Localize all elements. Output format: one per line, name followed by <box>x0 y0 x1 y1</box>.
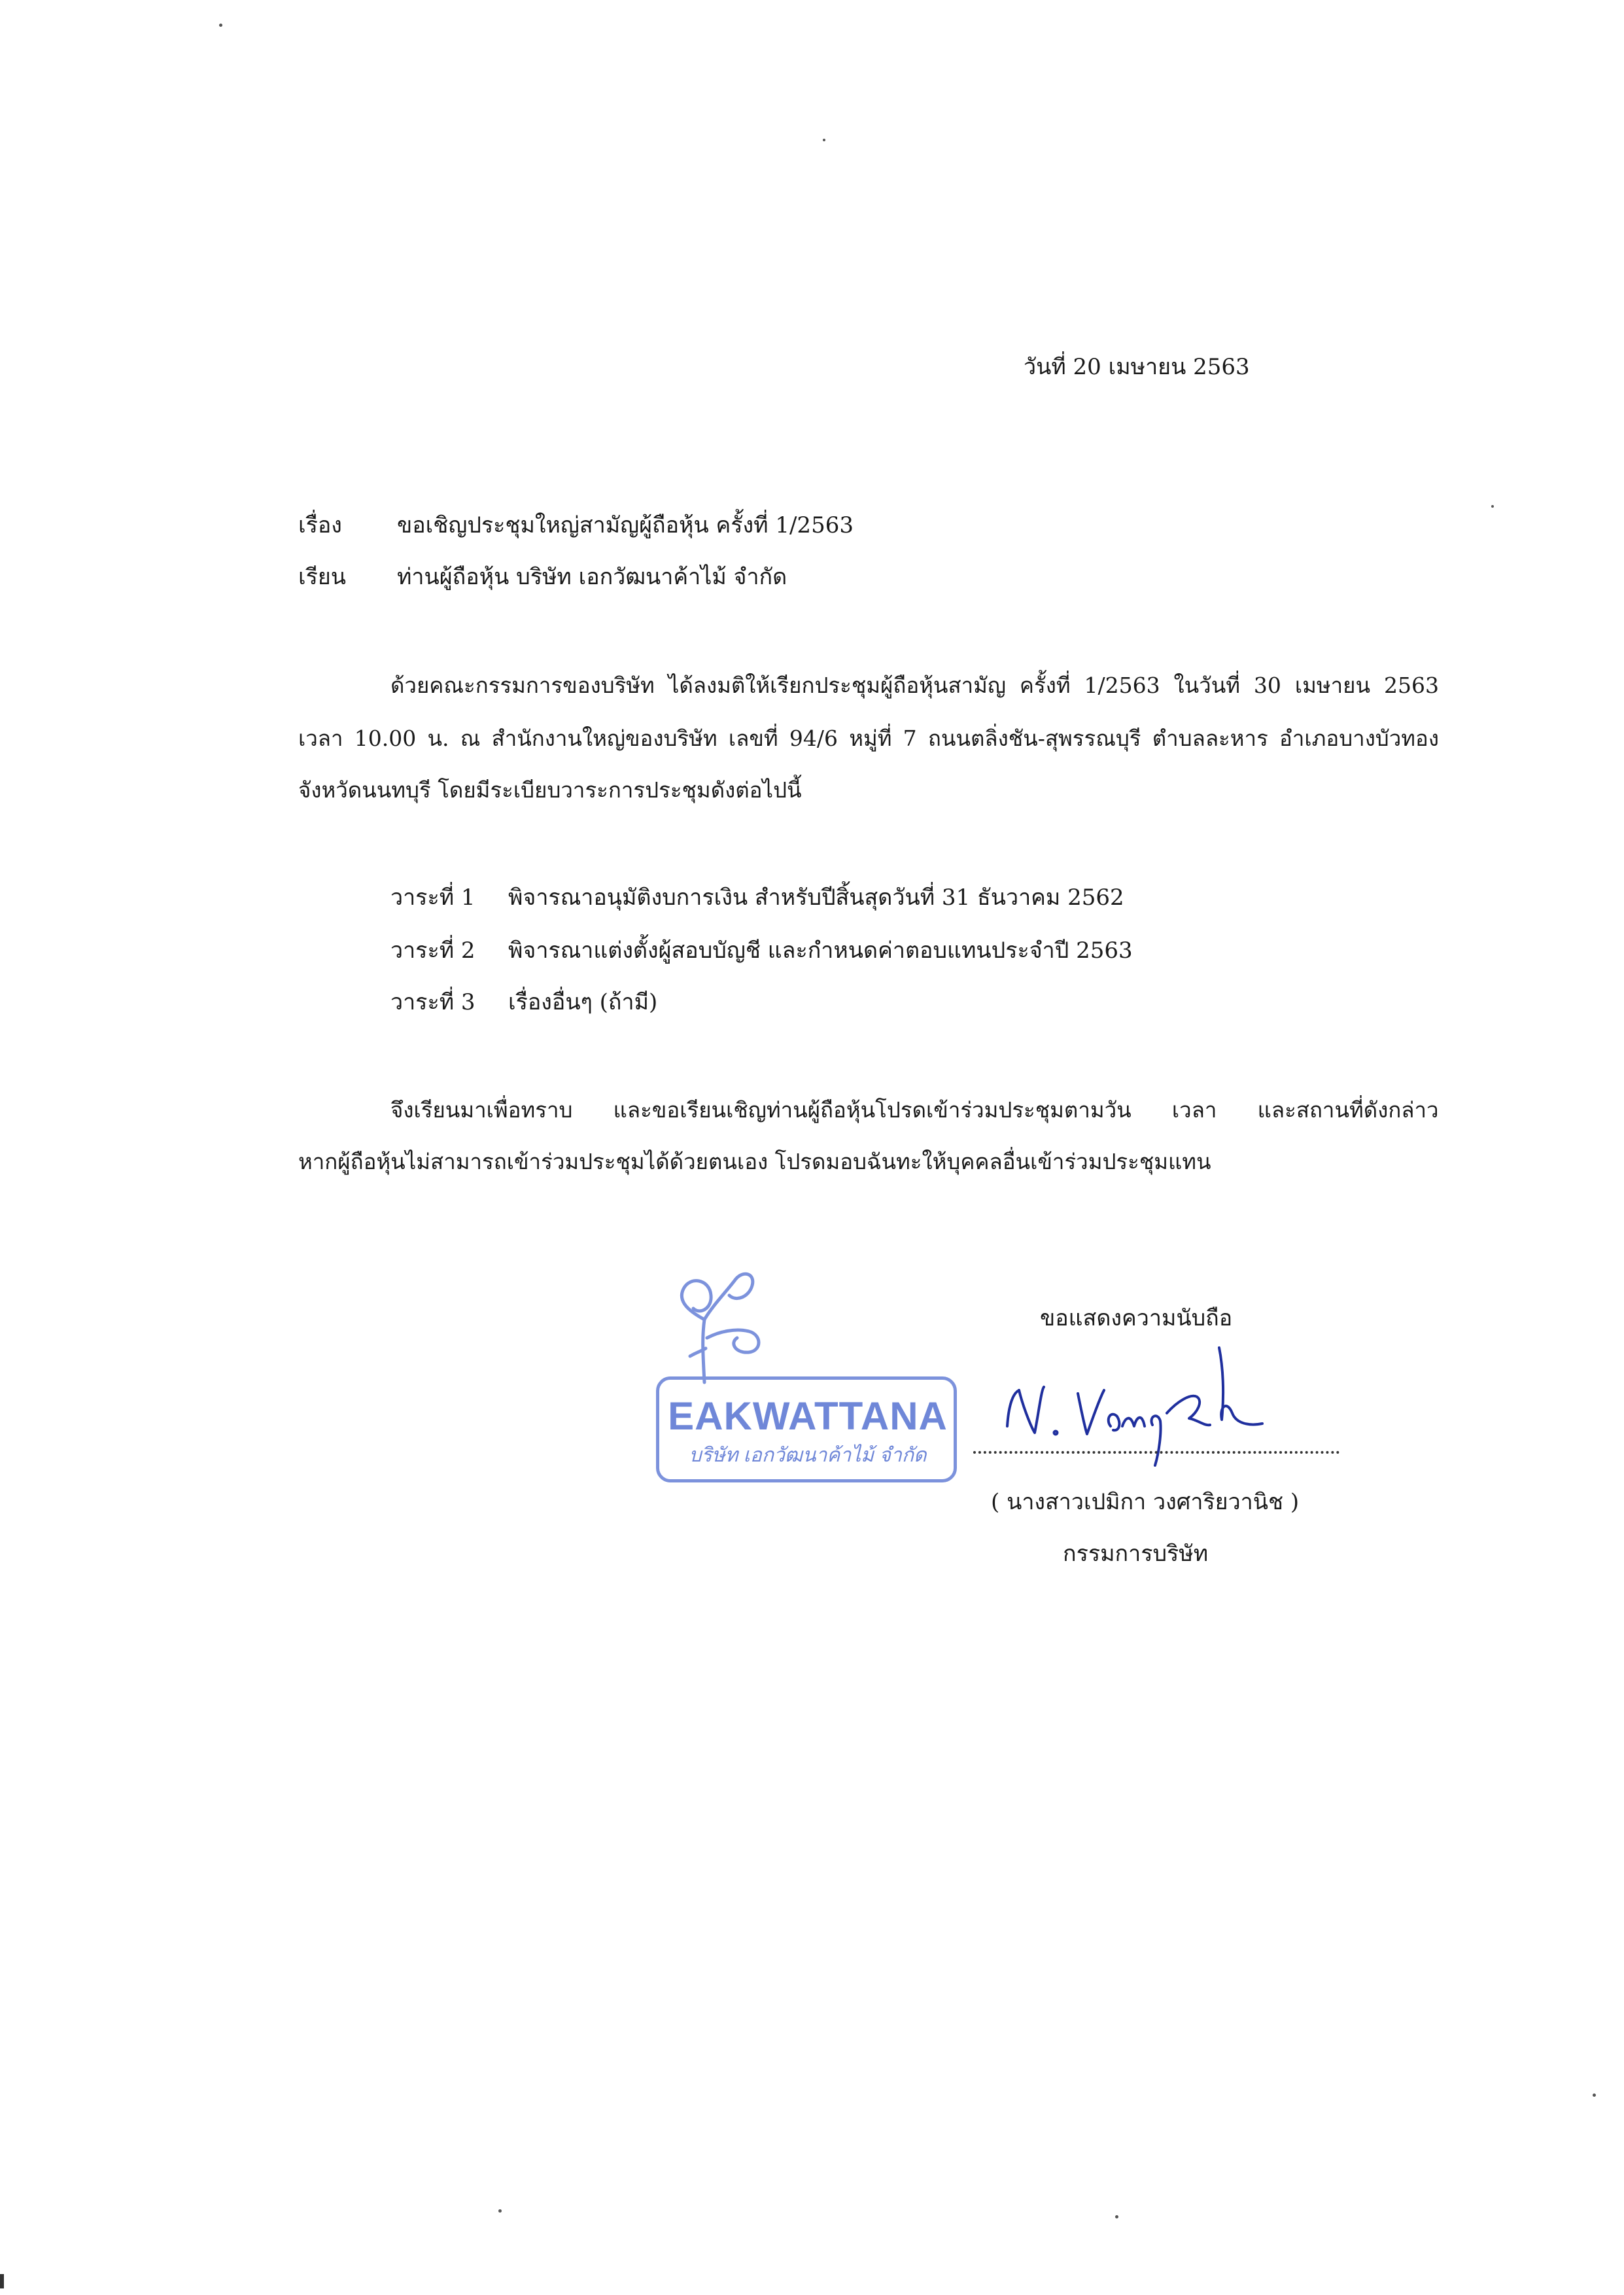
stamp-company-text: บริษัท เอกวัฒนาค้าไม้ จำกัด <box>689 1445 927 1466</box>
scan-speck <box>823 139 825 141</box>
letter-date: วันที่ 20 เมษายน 2563 <box>1024 354 1250 380</box>
regards: ขอแสดงความนับถือ <box>1040 1305 1233 1331</box>
scan-speck <box>219 24 222 27</box>
agenda-text-3: เรื่องอื่นๆ (ถ้ามี) <box>508 989 658 1015</box>
handwritten-signature <box>1001 1328 1308 1472</box>
company-stamp-tree-icon <box>664 1266 795 1387</box>
scan-speck <box>1491 505 1494 508</box>
scan-speck <box>1115 2215 1118 2218</box>
closing-line-1: จึงเรียนมาเพื่อทราบ และขอเรียนเชิญท่านผู้ถือหุ้นโปรดเข้าร่วมประชุมตามวัน เวลา และสถานที่ดังกล่าว <box>390 1097 1439 1123</box>
closing-line-2: หากผู้ถือหุ้นไม่สามารถเข้าร่วมประชุมได้ด้วยตนเอง โปรดมอบฉันทะให้บุคคลอื่นเข้าร่วมประชุมแทน <box>298 1149 1211 1174</box>
signer-name: ( นางสาวเปมิกา วงศาริยวานิช ) <box>991 1489 1300 1515</box>
subject-label: เรื่อง <box>298 512 342 538</box>
intro-line-1: ด้วยคณะกรรมการของบริษัท ได้ลงมติให้เรียกประชุมผู้ถือหุ้นสามัญ ครั้งที่ 1/2563 ในวันที่ 30 เมษายน 2563 <box>390 673 1439 698</box>
scan-edge-mark <box>0 2274 4 2288</box>
agenda-text-2: พิจารณาแต่งตั้งผู้สอบบัญชี และกำหนดค่าตอบแทนประจำปี 2563 <box>508 937 1133 964</box>
agenda-label-1: วาระที่ 1 <box>390 885 475 911</box>
recipient-text: ท่านผู้ถือหุ้น บริษัท เอกวัฒนาค้าไม้ จำกัด <box>397 564 787 590</box>
stamp-brand-text: EAKWATTANA <box>668 1394 948 1438</box>
recipient-label: เรียน <box>298 564 347 590</box>
signer-title: กรรมการบริษัท <box>1063 1541 1209 1567</box>
agenda-label-3: วาระที่ 3 <box>390 989 475 1015</box>
agenda-text-1: พิจารณาอนุมัติงบการเงิน สำหรับปีสิ้นสุดวันที่ 31 ธันวาคม 2562 <box>508 885 1124 911</box>
subject-text: ขอเชิญประชุมใหญ่สามัญผู้ถือหุ้น ครั้งที่ 1/2563 <box>397 512 854 538</box>
intro-line-3: จังหวัดนนทบุรี โดยมีระเบียบวาระการประชุมดังต่อไปนี้ <box>298 777 802 803</box>
agenda-label-2: วาระที่ 2 <box>390 937 475 964</box>
signature-line <box>973 1451 1339 1454</box>
intro-line-2: เวลา 10.00 น. ณ สำนักงานใหญ่ของบริษัท เลขที่ 94/6 หมู่ที่ 7 ถนนตลิ่งชัน-สุพรรณบุรี ตำบลละหาร อำเภอบางบัวทอง <box>298 726 1439 751</box>
scan-speck <box>1593 2094 1596 2097</box>
scan-speck <box>498 2209 502 2213</box>
